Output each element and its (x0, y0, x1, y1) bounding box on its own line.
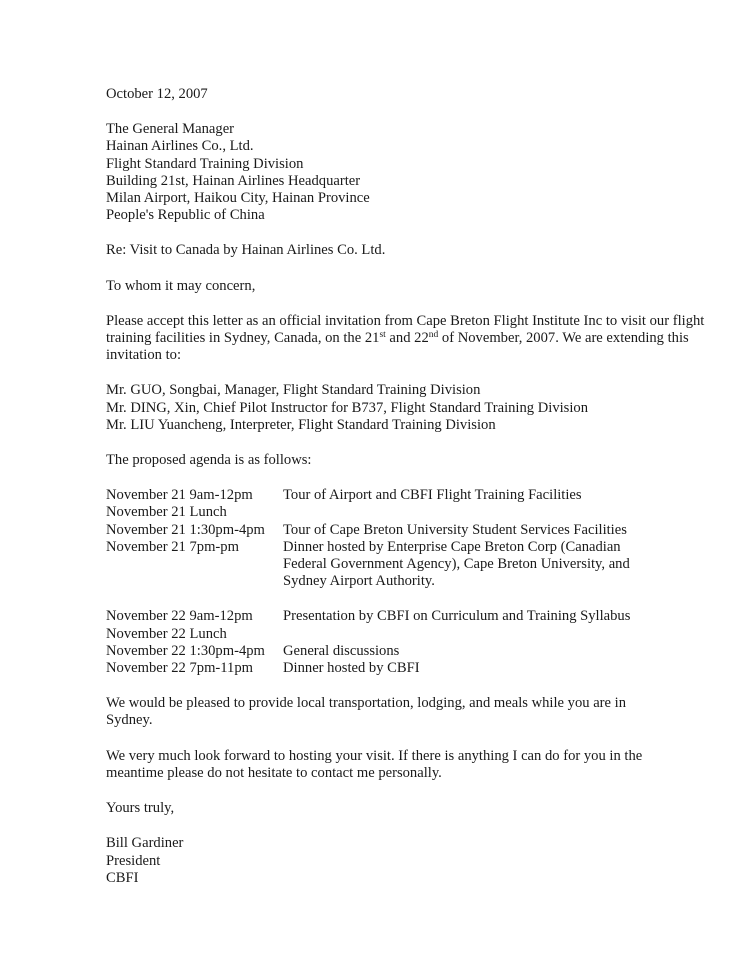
agenda-row (106, 626, 706, 643)
agenda-activity: General discussions (283, 642, 400, 659)
intro-paragraph (106, 313, 712, 365)
agenda-activity: Tour of Cape Breton University Student Services Facilities (283, 521, 627, 538)
transport-paragraph: We would be pleased to provide local transportation, lodging, and meals while you are in Sydney. (106, 695, 627, 729)
agenda-day-1 (106, 487, 706, 590)
agenda-row (106, 504, 706, 521)
agenda-row (106, 487, 706, 504)
agenda-time: November 21 Lunch (106, 504, 227, 521)
sign-off: Yours truly, (106, 800, 175, 817)
agenda-row (106, 539, 706, 591)
agenda-row (106, 608, 706, 625)
agenda-activity: Presentation by CBFI on Curriculum and Training Syllabus (283, 608, 631, 625)
invitee-list (106, 382, 706, 434)
recipient-line: The General Manager (106, 121, 235, 138)
agenda-time: November 21 1:30pm-4pm (106, 521, 265, 538)
recipient-line: People's Republic of China (106, 207, 265, 224)
agenda-activity: Dinner hosted by CBFI (283, 660, 420, 677)
agenda-time: November 22 9am-12pm (106, 608, 253, 625)
signer-name: Bill Gardiner (106, 835, 184, 852)
intro-text-2: and 22 (385, 330, 429, 347)
agenda-activity: Dinner hosted by Enterprise Cape Breton Corp (Canadian Federal Government Agency), Cape Breton University, and Sydney Airport Authority. (283, 538, 630, 590)
recipient-line: Hainan Airlines Co., Ltd. (106, 138, 254, 155)
agenda-time: November 22 7pm-11pm (106, 660, 253, 677)
agenda-row (106, 643, 706, 660)
subject-line: Re: Visit to Canada by Hainan Airlines Co. Ltd. (106, 242, 386, 259)
agenda-row (106, 522, 706, 539)
letter (106, 86, 706, 887)
letter-date: October 12, 2007 (106, 86, 208, 102)
agenda-time: November 22 1:30pm-4pm (106, 642, 265, 659)
intro-text-1: Please accept this letter as an official invitation from Cape Breton Flight Institute Inc to visit our flight training facilities in Sydney, Canada, on the 21 (106, 312, 705, 347)
agenda-row (106, 660, 706, 677)
agenda-activity (283, 504, 706, 521)
invitee: Mr. LIU Yuancheng, Interpreter, Flight Standard Training Division (106, 416, 496, 433)
intro-text-3: of November, 2007. We are extending this invitation to: (106, 330, 689, 364)
agenda-day-2 (106, 608, 706, 677)
signer-title: President (106, 852, 161, 869)
agenda-time: November 21 7pm-pm (106, 538, 239, 555)
intro-sup-nd: nd (428, 330, 439, 341)
agenda-time: November 21 9am-12pm (106, 487, 253, 504)
agenda-intro: The proposed agenda is as follows: (106, 452, 312, 469)
salutation: To whom it may concern, (106, 277, 256, 294)
closing-paragraph: We very much look forward to hosting your visit. If there is anything I can do for you in the meantime please do not hesitate to contact me personally. (106, 747, 643, 781)
recipient-line: Flight Standard Training Division (106, 155, 304, 172)
agenda-activity: Tour of Airport and CBFI Flight Training Facilities (283, 487, 582, 504)
agenda-activity (283, 626, 706, 643)
signer-organization: CBFI (106, 869, 139, 886)
invitee: Mr. DING, Xin, Chief Pilot Instructor for B737, Flight Standard Training Division (106, 399, 588, 416)
recipient-line: Milan Airport, Haikou City, Hainan Province (106, 190, 370, 207)
recipient-line: Building 21st, Hainan Airlines Headquarter (106, 172, 361, 189)
signature-block (106, 835, 706, 887)
recipient-address (106, 121, 706, 224)
intro-sup-st: st (379, 330, 386, 341)
agenda-time: November 22 Lunch (106, 625, 227, 642)
invitee: Mr. GUO, Songbai, Manager, Flight Standard Training Division (106, 382, 481, 399)
